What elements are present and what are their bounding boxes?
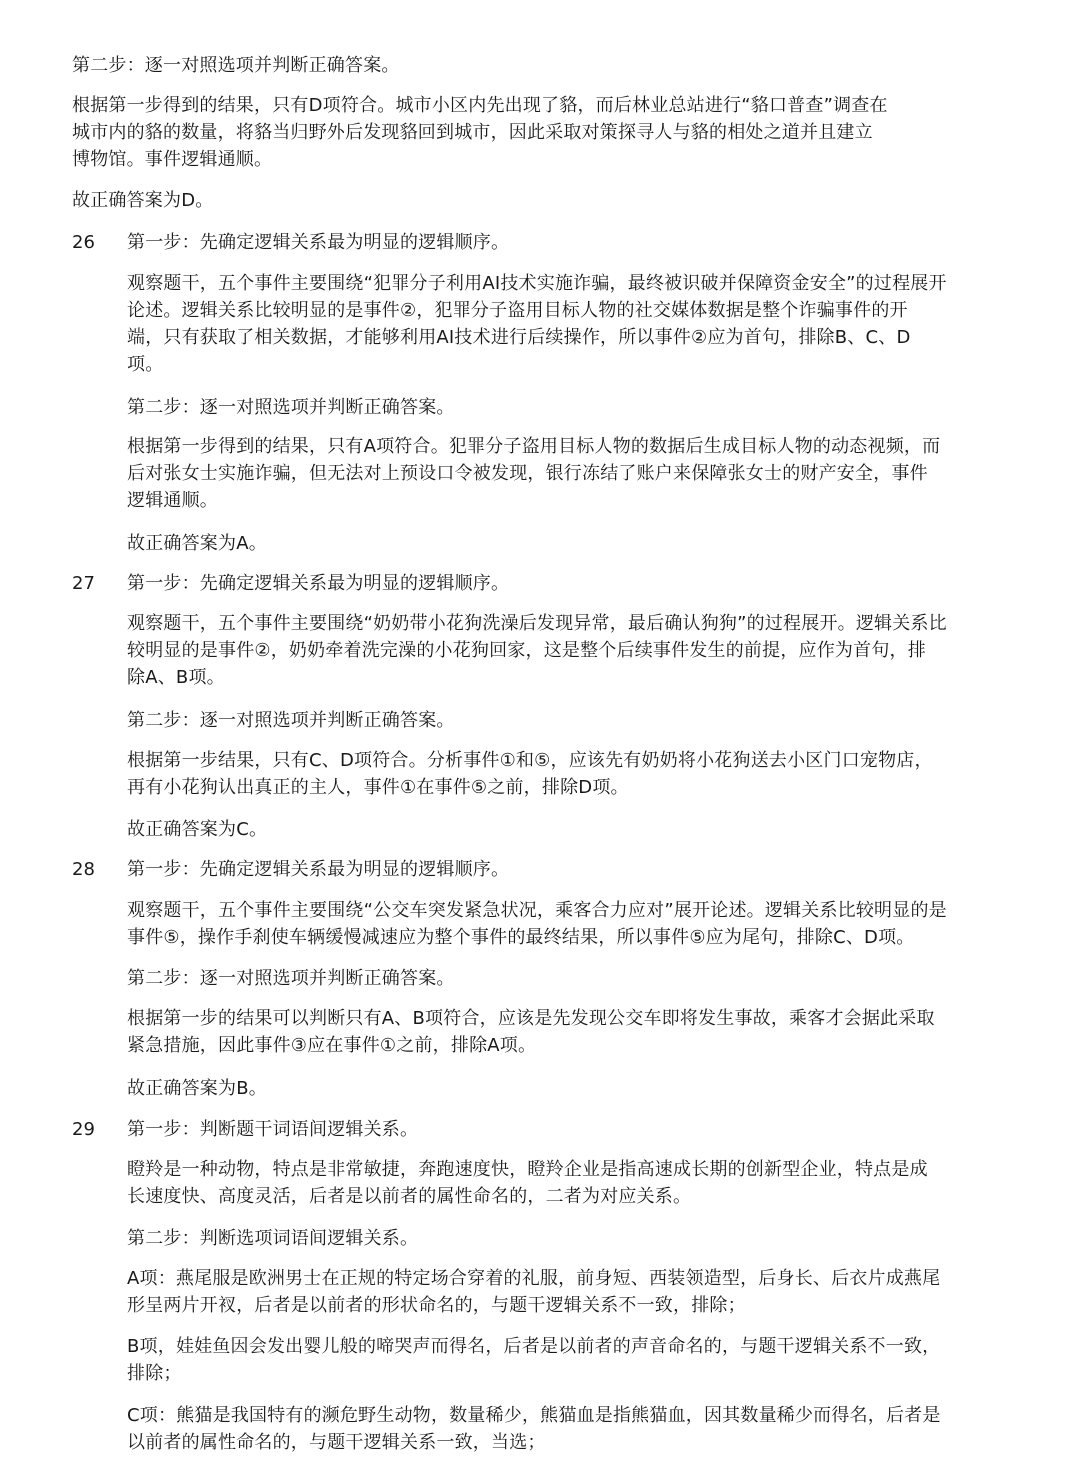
q28-step2-title: 第二步：逐一对照选项并判断正确答案。 — [127, 968, 455, 989]
q27-observe — [127, 610, 947, 691]
q29-option-a-line: 形呈两片开衩，后者是以前者的形状命名的，与题干逻辑关系不一致，排除； — [127, 1295, 746, 1316]
q26-analysis-line: 根据第一步得到的结果，只有A项符合。犯罪分子盗用目标人物的数据后生成目标人物的动态视频，而 — [127, 436, 941, 457]
q29-option-a — [127, 1265, 940, 1319]
q27-step1-title: 第一步：先确定逻辑关系最为明显的逻辑顺序。 — [127, 573, 510, 594]
q26-observe-line: 论述。逻辑关系比较明显的是事件②，犯罪分子盗用目标人物的社交媒体数据是整个诈骗事件的开 — [127, 300, 908, 321]
q28-analysis-line: 根据第一步的结果可以判断只有A、B项符合，应该是先发现公交车即将发生事故，乘客才会据此采取 — [127, 1008, 935, 1029]
q29-observe — [127, 1156, 928, 1210]
q25-analysis-line: 博物馆。事件逻辑通顺。 — [72, 149, 273, 170]
q29-step2-title: 第二步：判断选项词语间逻辑关系。 — [127, 1228, 419, 1249]
q26-step2-title: 第二步：逐一对照选项并判断正确答案。 — [127, 397, 455, 418]
q29-observe-line: 长速度快、高度灵活，后者是以前者的属性命名的，二者为对应关系。 — [127, 1186, 692, 1207]
q29-observe-line: 瞪羚是一种动物，特点是非常敏捷，奔跑速度快，瞪羚企业是指高速成长期的创新型企业，特点是成 — [127, 1159, 928, 1180]
q29-option-b-line: B项，娃娃鱼因会发出婴儿般的啼哭声而得名，后者是以前者的声音命名的，与题干逻辑关系不一致， — [127, 1336, 941, 1357]
q29-option-c-line: C项：熊猫是我国特有的濒危野生动物，数量稀少，熊猫血是指熊猫血，因其数量稀少而得名，后者是 — [127, 1405, 941, 1426]
q26-number: 26 — [72, 232, 95, 253]
q29-option-c — [127, 1402, 941, 1456]
q26-observe-line: 项。 — [127, 354, 164, 375]
q29-option-b-line: 排除； — [127, 1363, 182, 1384]
q26-answer: 故正确答案为A。 — [127, 533, 267, 554]
q28-observe — [127, 897, 947, 951]
q27-observe-line: 观察题干，五个事件主要围绕“奶奶带小花狗洗澡后发现异常，最后确认狗狗”的过程展开。逻辑关系比 — [127, 613, 947, 634]
q27-answer: 故正确答案为C。 — [127, 819, 268, 840]
q28-analysis-line: 紧急措施，因此事件③应在事件①之前，排除A项。 — [127, 1035, 537, 1056]
q27-analysis — [127, 747, 933, 801]
q28-step1-title: 第一步：先确定逻辑关系最为明显的逻辑顺序。 — [127, 859, 510, 880]
q25-analysis — [72, 92, 888, 173]
q26-analysis-line: 逻辑通顺。 — [127, 490, 218, 511]
q29-number: 29 — [72, 1119, 95, 1140]
q25-analysis-line: 根据第一步得到的结果，只有D项符合。城市小区内先出现了貉，而后林业总站进行“貉口普查”调查在 — [72, 95, 888, 116]
q29-option-b — [127, 1333, 940, 1387]
q28-analysis — [127, 1005, 935, 1059]
q25-analysis-line: 城市内的貉的数量，将貉当归野外后发现貉回到城市，因此采取对策探寻人与貉的相处之道并且建立 — [72, 122, 873, 143]
q28-observe-line: 事件⑤，操作手刹使车辆缓慢减速应为整个事件的最终结果，所以事件⑤应为尾句，排除C、D项。 — [127, 927, 915, 948]
q26-observe-line: 端，只有获取了相关数据，才能够利用AI技术进行后续操作，所以事件②应为首句，排除B、C、D — [127, 327, 911, 348]
q28-observe-line: 观察题干，五个事件主要围绕“公交车突发紧急状况，乘客合力应对”展开论述。逻辑关系比较明显的是 — [127, 900, 947, 921]
q27-step2-title: 第二步：逐一对照选项并判断正确答案。 — [127, 710, 455, 731]
q25-answer: 故正确答案为D。 — [72, 190, 214, 211]
q27-analysis-line: 根据第一步结果，只有C、D项符合。分析事件①和⑤，应该先有奶奶将小花狗送去小区门口宠物店， — [127, 750, 933, 771]
q25-step2-title: 第二步：逐一对照选项并判断正确答案。 — [72, 55, 400, 76]
q27-number: 27 — [72, 573, 95, 594]
q26-analysis — [127, 433, 940, 514]
q27-observe-line: 较明显的是事件②，奶奶牵着洗完澡的小花狗回家，这是整个后续事件发生的前提，应作为首句，排 — [127, 640, 926, 661]
q28-answer: 故正确答案为B。 — [127, 1078, 267, 1099]
q27-analysis-line: 再有小花狗认出真正的主人，事件①在事件⑤之前，排除D项。 — [127, 777, 629, 798]
q26-step1-title: 第一步：先确定逻辑关系最为明显的逻辑顺序。 — [127, 232, 510, 253]
q26-observe-line: 观察题干，五个事件主要围绕“犯罪分子利用AI技术实施诈骗，最终被识破并保障资金安全”的过程展开 — [127, 273, 947, 294]
q29-option-c-line: 以前者的属性命名的，与题干逻辑关系一致，当选； — [127, 1432, 546, 1453]
q26-analysis-line: 后对张女士实施诈骗，但无法对上预设口令被发现，银行冻结了账户来保障张女士的财产安全，事件 — [127, 463, 928, 484]
q29-option-a-line: A项：燕尾服是欧洲男士在正规的特定场合穿着的礼服，前身短、西装领造型，后身长、后衣片成燕尾 — [127, 1268, 941, 1289]
q28-number: 28 — [72, 859, 95, 880]
q29-step1-title: 第一步：判断题干词语间逻辑关系。 — [127, 1119, 419, 1140]
q27-observe-line: 除A、B项。 — [127, 667, 225, 688]
q26-observe — [127, 270, 947, 378]
